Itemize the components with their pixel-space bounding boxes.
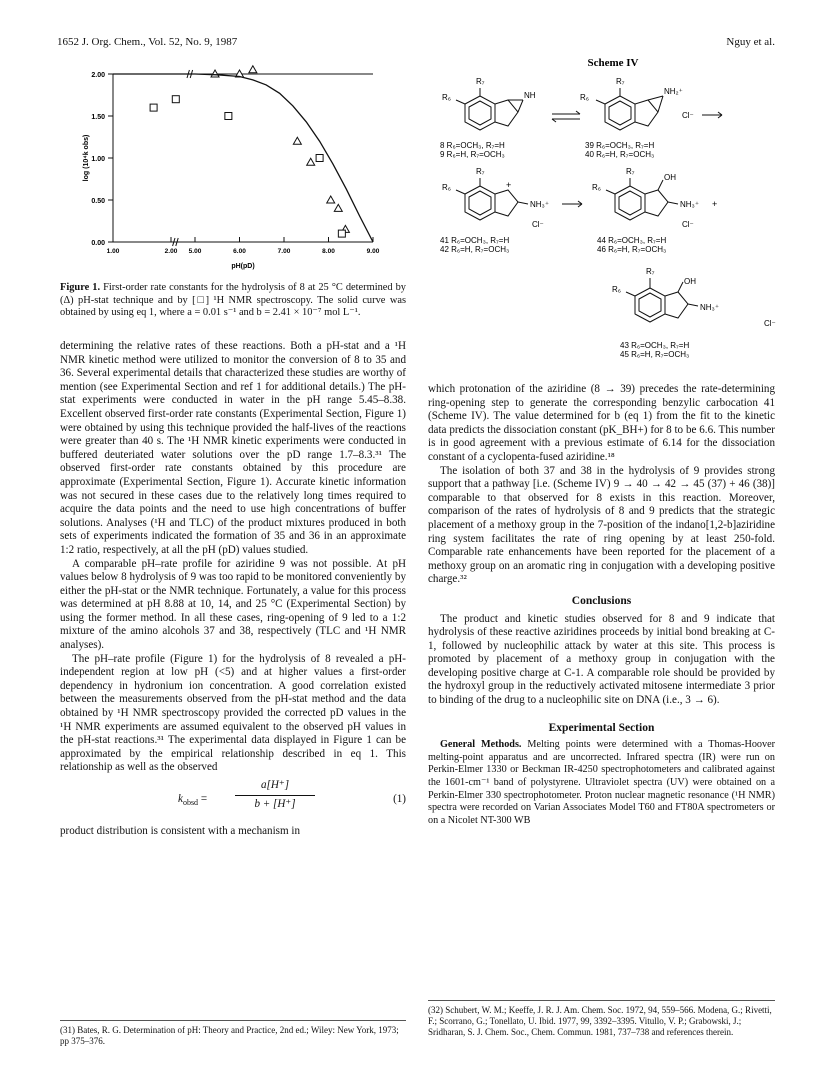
scheme-iv	[420, 56, 820, 376]
equation-lhs	[178, 793, 207, 810]
r7-label-41: R₇	[476, 167, 485, 176]
y-tick-label: 1.00	[91, 156, 105, 163]
figure-1-chart	[78, 62, 398, 274]
structure-39-40	[596, 88, 663, 130]
label-39: 39 R₆=OCH₃, R₇=H	[585, 141, 655, 150]
equation-k: k	[178, 793, 183, 805]
ph-stat-point	[307, 158, 315, 165]
right-paragraph-4	[428, 739, 775, 827]
left-paragraph-2: A comparable pH–rate profile for aziridine 9 was not possible. At pH values below 8 hydrolysis of 9 was too rapid to be monitored conveniently by either the pH-stat or the NMR technique. Fortunately, a value for this process was determined at pH 8.88 at 10, 14, and 25 °C (Experimental Section) by using the former method. In all these cases, ring-opening of 9 led to a 1:2 mixture of the amino alcohols 37 and 38, respectively (TLC and ¹H NMR analyses).	[60, 557, 406, 652]
equation-number: (1)	[393, 793, 406, 805]
y-tick-label: 1.50	[91, 114, 105, 121]
equation-1	[60, 779, 406, 821]
footnote-32: (32) Schubert, W. M.; Keeffe, J. R. J. Am. Chem. Soc. 1972, 94, 559–566. Modena, G.; Rivetti, F.; Scorrano, G.; Tonellato, U. Ibid. 1977, 99, 3392–3395. Vitullo, V. P.; Grabowski, J.; Sridharan, S. J. Chem. Soc., Chem. Commun. 1981, 737–738 and references therein.	[428, 1000, 775, 1038]
left-paragraph-4: product distribution is consistent with a mechanism in	[60, 825, 301, 837]
label-45: 45 R₆=H, R₇=OCH₃	[620, 350, 690, 359]
arrow-41-44	[562, 201, 582, 207]
y-tick-label: 0.50	[91, 198, 105, 205]
nh3-label-41: NH₃⁺	[530, 200, 550, 209]
x-tick-label: 5.00	[188, 248, 202, 255]
nh2-label: NH₂⁺	[664, 87, 683, 96]
r7-label-8: R₇	[476, 77, 485, 86]
ph-stat-point	[293, 137, 301, 144]
x-tick-label: 6.00	[233, 248, 246, 255]
right-paragraph-2: The isolation of both 37 and 38 in the hydrolysis of 9 provides strong support that a pathway [i.e. (Scheme IV) 9 → 40 → 42 → 45 (37) + 46 (38)] comparable to that observed for 8 exists in this reaction. Moreover, comparison of the rates of hydrolysis of 8 and 9 predicts that the strategic placement of a methoxy group in the 7-position of the indano[1,2-b]aziridine ring system facilitates the rate of ring opening by at least 250-fold. Comparable rate enhancements have been reported for the placement of a methoxy group on an aromatic ring in conjugation with a developing positive charge.³²	[428, 464, 775, 586]
cl-label-39: Cl⁻	[682, 111, 694, 120]
r7-label-39: R₇	[616, 77, 625, 86]
caption-text: First-order rate constants for the hydrolysis of 8 at 25 °C determined by (Δ) pH-stat technique and by [□] ¹H NMR spectroscopy. The solid curve was obtained by using eq 1, where a = 0.01 s⁻¹ and b = 2.41 × 10⁻⁷ mol L⁻¹.	[60, 282, 406, 319]
right-paragraph-3: The product and kinetic studies observed for 8 and 9 indicate that hydrolysis of these reactive aziridines proceeds by initial bond breaking at C-1, followed by nucleophilic attack by water at this site. This process is promoted by placement of a methoxy group in conjugation with the developing positive charge at C-1. A comparable role should be provided by the hydroxyl group in the reductively activated mitosene intermediate 3 prior to binding of the drug to a nucleophilic site on DNA (i.e., 3 → 6).	[428, 612, 775, 707]
caption-title: Figure 1.	[60, 282, 101, 293]
r6-label-39: R₆	[580, 93, 590, 102]
r7-label-44: R₇	[626, 167, 635, 176]
ph-stat-point	[334, 204, 342, 211]
plus-41: +	[506, 180, 512, 190]
oh-label-43: OH	[684, 277, 696, 286]
chart-axes	[113, 74, 373, 242]
cl-label-43: Cl⁻	[764, 319, 776, 328]
figure-caption	[60, 282, 406, 320]
x-tick-label: 7.00	[277, 248, 291, 255]
label-46: 46 R₆=H, R₇=OCH₃	[597, 245, 667, 254]
equation-numerator: a[H⁺]	[235, 779, 315, 796]
structure-8-9	[456, 88, 523, 130]
x-tick-label: 1.00	[106, 248, 120, 255]
r6-label-41: R₆	[442, 183, 452, 192]
r6-label-43: R₆	[612, 285, 622, 294]
conclusions-heading: Conclusions	[571, 594, 632, 607]
label-8: 8 R₆=OCH₃, R₇=H	[440, 141, 505, 150]
equilibrium-arrow	[552, 111, 580, 122]
fit-curve	[113, 74, 373, 242]
equation-fraction	[235, 779, 315, 811]
y-axis-label: log (10⁴k obs)	[83, 134, 90, 182]
ph-stat-point	[327, 196, 335, 203]
label-40: 40 R₆=H, R₇=OCH₃	[585, 150, 655, 159]
left-column	[60, 340, 406, 839]
experimental-heading: Experimental Section	[548, 721, 655, 734]
x-tick-label: 8.00	[322, 248, 335, 255]
label-43: 43 R₆=OCH₃, R₇=H	[620, 341, 690, 350]
label-42: 42 R₆=H, R₇=OCH₃	[440, 245, 510, 254]
arrow-39-41	[702, 112, 722, 118]
y-tick-label: 0.00	[91, 240, 105, 247]
ph-stat-point	[249, 66, 257, 73]
nmr-point	[150, 104, 157, 111]
equation-k-subscript: obsd	[182, 798, 199, 808]
r7-label-43: R₇	[646, 267, 655, 276]
nh-label: NH	[524, 91, 536, 100]
running-header-left: 1652 J. Org. Chem., Vol. 52, No. 9, 1987	[57, 36, 238, 48]
x-axis-label: pH(pD)	[231, 263, 255, 270]
structure-41-42	[456, 178, 528, 220]
plus-44: +	[712, 199, 718, 209]
equation-denominator: b + [H⁺]	[254, 797, 296, 810]
label-44: 44 R₆=OCH₃, R₇=H	[597, 236, 667, 245]
cl-label-41: Cl⁻	[532, 220, 544, 229]
structure-44-46	[606, 178, 678, 220]
x-tick-label: 9.00	[366, 248, 380, 255]
r6-label-8: R₆	[442, 93, 452, 102]
right-column	[428, 383, 775, 827]
left-paragraph-3: The pH–rate profile (Figure 1) for the hydrolysis of 8 revealed a pH-independent region at low pH (<5) and at higher values a first-order dependency in hydronium ion concentration. A good correlation existed between the measurements observed from the pH-stat method and the data obtained by ¹H NMR spectroscopy provided the corrected pD values in the ¹H NMR experiments are assumed equivalent to the observed pH values in the pH-stat reactions.³¹ The experimental data displayed in Figure 1 can be approximated by the empirical relationship described in eq 1. This relationship as well as the observed	[60, 652, 406, 774]
nmr-point	[338, 230, 345, 237]
equation-equals: =	[200, 793, 208, 805]
general-methods-label: General Methods.	[440, 739, 522, 751]
nmr-point	[316, 155, 323, 162]
x-tick-label: 2.00	[164, 248, 178, 255]
label-9: 9 R₆=H, R₇=OCH₃	[440, 150, 505, 159]
general-methods-text: Melting points were determined with a Thomas-Hoover melting-point apparatus and are uncorrected. Infrared spectra (IR) were run on Perkin-Elmer 1330 or Beckman IR-4250 spectrophotometers and calibrated against the 1601-cm⁻¹ band of polystyrene. Ultraviolet spectra (UV) were obtained on a Perkin-Elmer 330 spectrophotometer. Proton nuclear magnetic resonance (¹H NMR) spectra were recorded on Varian Associates Model T60 and FT80A spectrometers or on a Nicolet NT-300 WB	[428, 739, 776, 826]
footnote-31: (31) Bates, R. G. Determination of pH: Theory and Practice, 2nd ed.; Wiley: New York, 1973; pp 375–376.	[60, 1020, 406, 1047]
y-tick-label: 2.00	[91, 72, 105, 79]
r6-label-44: R₆	[592, 183, 602, 192]
left-paragraph-1: determining the relative rates of these reactions. Both a pH-stat and a ¹H NMR kinetic method were utilized to monitor the conversion of 8 to 35 and 36. Several experimental details that characterized these studies are worthy of mention (see Experimental Section and ref 1 for additional details.) The pH-stat experiments were conducted in water in the pH range 5.45–8.38. Excellent observed first-order rate constants (Experimental Section, Figure 1) were obtained by using this technique provided the half-lives of the reactions were greater than 40 s. The ¹H NMR kinetic experiments were conducted in buffered deuteriated water solutions over the pD range 1.7–8.3.³¹ The observed first-order rate constants obtained by this procedure are approximate (Experimental Section, Figure 1). Accurate kinetic information was not secured in these cases due to the relatively long times required to acquire the data points and the need to use high concentrations of buffer solutions. Analyses (¹H and TLC) of the product mixtures produced in both sets of experiments indicated the formation of 35 and 36 in an approximate 1:2 ratio, respectively, at all the pH (pD) values studied.	[60, 340, 406, 556]
nh3-label-43: NH₃⁺	[700, 303, 720, 312]
nh3-label-44: NH₃⁺	[680, 200, 700, 209]
label-41: 41 R₆=OCH₃, R₇=H	[440, 236, 510, 245]
oh-label-44: OH	[664, 173, 676, 182]
nmr-point	[225, 113, 232, 120]
nmr-point	[172, 96, 179, 103]
running-header-right: Nguy et al.	[726, 36, 775, 48]
scheme-title: Scheme IV	[587, 57, 639, 69]
right-paragraph-1: which protonation of the aziridine (8 → 39) precedes the rate-determining ring-opening step to generate the corresponding benzylic carbocation 41 (Scheme IV). The value determined for b (eq 1) from the fit to the kinetic data predicts the dissociation constant (pK_BH+) for 8 to be 6.6. This number is in good agreement with a previous estimate of 6.14 for the dissociation constant of a cyclopenta-fused aziridine.¹⁸	[428, 383, 775, 463]
cl-label-44: Cl⁻	[682, 220, 694, 229]
